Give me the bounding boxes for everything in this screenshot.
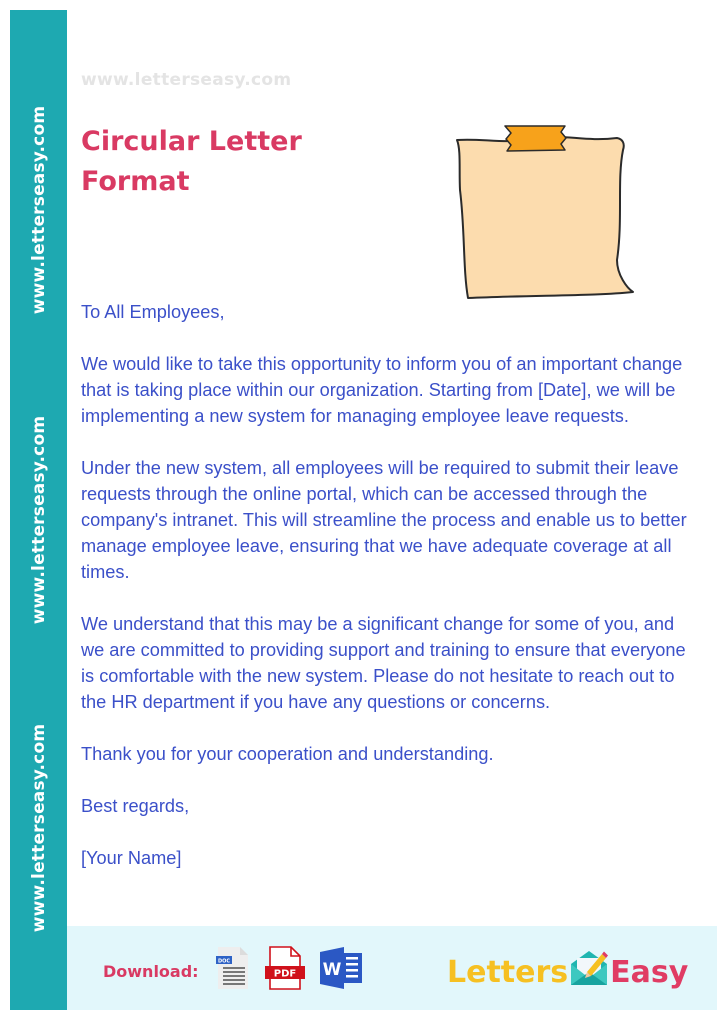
svg-text:W: W — [322, 960, 342, 980]
brand-easy: Easy — [610, 955, 689, 990]
word-file-icon[interactable] — [320, 946, 364, 990]
site-url: www.letterseasy.com — [81, 70, 292, 90]
download-label: Download: — [103, 962, 199, 981]
sidebar-watermark: www.letterseasy.com — [28, 105, 49, 315]
sidebar-watermark: www.letterseasy.com — [28, 415, 49, 625]
brand-letters: Letters — [447, 955, 569, 990]
pdf-file-icon[interactable] — [265, 946, 305, 990]
letter-paragraph: We understand that this may be a significant change for some of you, and we are committed to providing support and training to ensure that everyone is comfortable with the new system. Please do not hesitate to reach out to the HR department if you have any questions or concerns. — [81, 614, 686, 712]
salutation: To All Employees, — [81, 302, 225, 322]
letter-paragraph: Under the new system, all employees will be required to submit their leave requests through the online portal, which can be accessed through the company's intranet. This will streamline the process and enable us to better manage employee leave, ensuring that we have adequate coverage at all times. — [81, 458, 687, 582]
doc-file-icon[interactable] — [216, 946, 250, 990]
svg-text:PDF: PDF — [273, 968, 297, 980]
sidebar — [10, 10, 67, 1010]
letter-paragraph: Thank you for your cooperation and understanding. — [81, 744, 494, 764]
title-line-1: Circular Letter — [81, 126, 302, 157]
sidebar-watermark: www.letterseasy.com — [28, 723, 49, 933]
envelope-pencil-icon — [568, 948, 610, 988]
page-title — [81, 122, 302, 202]
letter-paragraph: We would like to take this opportunity to inform you of an important change that is taking place within our organization. Starting from [Date], we will be implementing a new system for managing employee leave requests. — [81, 354, 683, 426]
taped-paper-illustration — [445, 120, 645, 305]
closing: Best regards, — [81, 796, 190, 816]
title-line-2: Format — [81, 166, 190, 197]
svg-text:DOC: DOC — [217, 958, 231, 965]
download-footer — [67, 926, 717, 1010]
tape-icon — [505, 126, 566, 151]
signature: [Your Name] — [81, 848, 182, 868]
letter-body — [81, 299, 701, 897]
letterseasy-logo[interactable] — [447, 948, 688, 992]
